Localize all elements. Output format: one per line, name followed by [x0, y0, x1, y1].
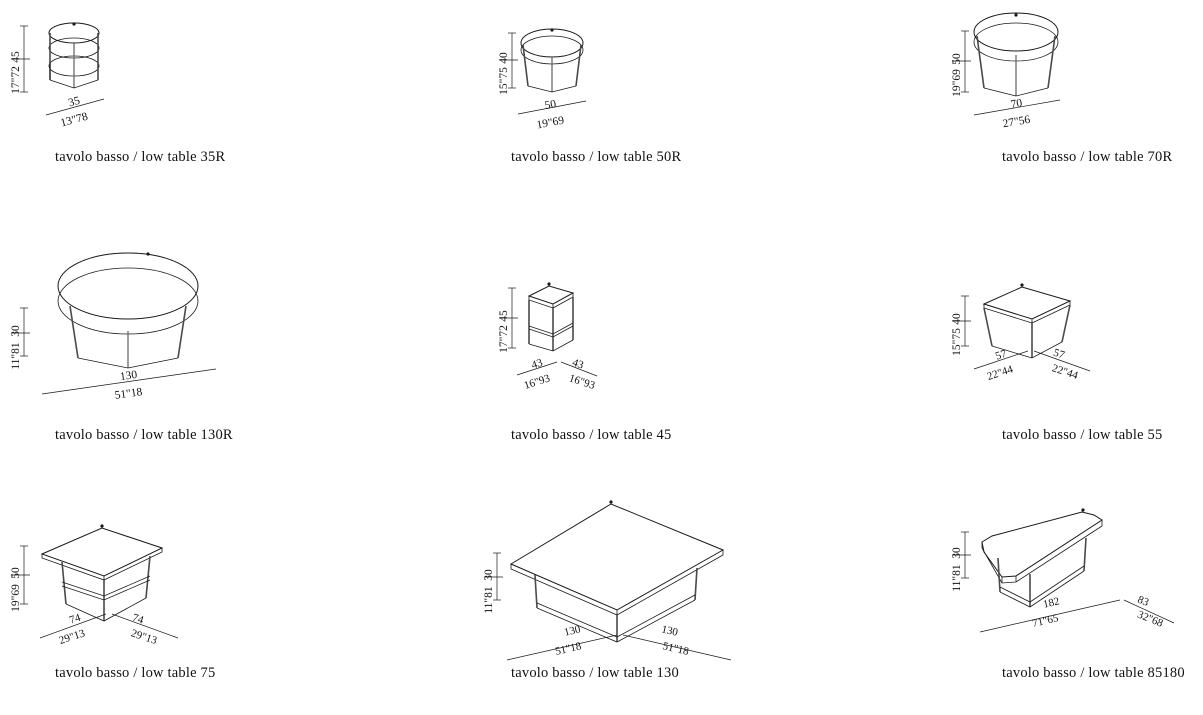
- caption-text-130: tavolo basso / low table 130: [511, 665, 679, 681]
- height-in-70R: 19"69: [951, 69, 963, 97]
- dim1-cm-85180: 182: [1041, 595, 1061, 611]
- table-figure-50R: [401, 0, 802, 238]
- dim1-in-55: 22"44: [985, 363, 1015, 383]
- width-dimension-55-a: [974, 348, 1028, 383]
- width-in-35R: 13"78: [59, 110, 90, 130]
- caption-text-45: tavolo basso / low table 45: [511, 427, 672, 443]
- width-dimension-130-b: [623, 623, 731, 660]
- drawing-70R: [802, 0, 1203, 200]
- height-cm-50R: 40: [498, 52, 510, 64]
- dim2-in-85180: 32"68: [1135, 608, 1165, 630]
- width-dimension-50R: [518, 98, 586, 132]
- table-body-75: [42, 524, 162, 621]
- width-cm-70R: 70: [1009, 97, 1024, 111]
- drawing-75: [0, 476, 401, 676]
- svg-45: [401, 238, 802, 438]
- table-body-130R: [58, 252, 198, 368]
- height-dimension-130R: [10, 308, 30, 370]
- svg-75: [0, 476, 401, 676]
- dim2-cm-130: 130: [660, 623, 680, 639]
- svg-85180: [802, 476, 1203, 676]
- caption-text-35R: tavolo basso / low table 35R: [55, 149, 226, 165]
- height-cm-85180: 30: [951, 547, 963, 559]
- drawing-45: [401, 238, 802, 438]
- height-cm-130R: 30: [10, 325, 22, 337]
- svg-50R: [401, 0, 802, 200]
- dim2-in-45: 16"93: [567, 372, 597, 392]
- width-dimension-75-b: [112, 612, 178, 647]
- svg-55: [802, 238, 1203, 438]
- height-in-50R: 15"75: [498, 67, 510, 95]
- height-dimension-55: [951, 296, 971, 356]
- width-dimension-85180-b: [1124, 594, 1174, 630]
- height-in-130: 11"81: [483, 586, 495, 614]
- caption-130R: [0, 426, 456, 444]
- svg-35R: [0, 0, 401, 200]
- height-cm-130: 30: [483, 569, 495, 581]
- height-dimension-50R: [498, 33, 518, 95]
- dim2-in-55: 22"44: [1050, 362, 1080, 382]
- width-in-130R: 51"18: [114, 386, 144, 402]
- width-cm-130R: 130: [119, 368, 138, 384]
- dim1-in-130: 51"18: [554, 640, 583, 658]
- caption-35R: [0, 148, 456, 166]
- table-figure-55: [802, 238, 1203, 476]
- table-figure-45: [401, 238, 802, 476]
- height-in-75: 19"69: [10, 584, 22, 612]
- height-cm-70R: 50: [951, 53, 963, 65]
- drawing-55: [802, 238, 1203, 438]
- dim1-in-85180: 71"65: [1031, 612, 1060, 630]
- svg-130R: [0, 238, 401, 438]
- width-dimension-75-a: [40, 612, 106, 647]
- height-cm-45: 45: [498, 310, 510, 322]
- width-dimension-85180-a: [980, 595, 1120, 632]
- dim2-cm-55: 57: [1051, 346, 1067, 362]
- height-in-130R: 11"81: [10, 342, 22, 370]
- svg-130: [401, 476, 802, 676]
- caption-text-85180: tavolo basso / low table 85180: [1002, 665, 1185, 681]
- table-figure-85180: [802, 476, 1203, 714]
- dim1-cm-45: 43: [529, 356, 545, 372]
- height-cm-55: 40: [951, 313, 963, 325]
- width-cm-35R: 35: [67, 94, 82, 110]
- dim2-cm-75: 74: [130, 611, 146, 627]
- width-dimension-70R: [974, 97, 1060, 130]
- dim1-cm-75: 74: [67, 611, 83, 627]
- height-in-45: 17"72: [498, 325, 510, 353]
- height-dimension-85180: [951, 532, 971, 592]
- caption-85180: [802, 664, 1203, 682]
- table-figure-70R: [802, 0, 1203, 238]
- height-dimension-70R: [951, 31, 971, 97]
- dim1-in-75: 29"13: [57, 627, 87, 647]
- drawing-35R: [0, 0, 401, 200]
- table-body-50R: [521, 28, 583, 92]
- height-cm-75: 50: [10, 567, 22, 579]
- dim1-cm-55: 57: [993, 347, 1009, 363]
- dim2-cm-45: 43: [570, 356, 586, 372]
- drawing-85180: [802, 476, 1203, 676]
- width-in-50R: 19"69: [535, 114, 566, 132]
- height-in-85180: 11"81: [951, 564, 963, 592]
- table-figure-35R: [0, 0, 401, 238]
- height-dimension-45: [498, 288, 518, 353]
- caption-text-75: tavolo basso / low table 75: [55, 665, 216, 681]
- dim1-in-45: 16"93: [522, 372, 552, 392]
- width-in-70R: 27"56: [1001, 113, 1032, 131]
- table-figure-130R: [0, 238, 401, 476]
- width-cm-50R: 50: [543, 98, 558, 113]
- caption-text-50R: tavolo basso / low table 50R: [511, 149, 682, 165]
- caption-70R: [802, 148, 1203, 166]
- height-dimension-130: [483, 553, 503, 614]
- height-dimension-75: [10, 546, 30, 612]
- drawing-130: [401, 476, 802, 676]
- table-body-35R: [49, 22, 99, 88]
- dim1-cm-130: 130: [562, 623, 582, 639]
- caption-55: [802, 426, 1203, 444]
- height-in-55: 15"75: [951, 328, 963, 356]
- dim2-cm-85180: 83: [1135, 593, 1151, 609]
- caption-75: [0, 664, 456, 682]
- table-body-130: [511, 500, 723, 642]
- height-in-35R: 17"72: [10, 66, 22, 94]
- table-body-70R: [974, 13, 1058, 96]
- width-dimension-130-a: [507, 623, 617, 660]
- table-body-85180: [982, 508, 1102, 607]
- table-figure-130: [401, 476, 802, 714]
- table-figure-75: [0, 476, 401, 714]
- caption-text-70R: tavolo basso / low table 70R: [1002, 149, 1173, 165]
- svg-70R: [802, 0, 1203, 200]
- drawing-130R: [0, 238, 401, 438]
- drawing-50R: [401, 0, 802, 200]
- width-dimension-130R: [42, 369, 216, 402]
- height-dimension-35R: [10, 26, 30, 94]
- caption-text-55: tavolo basso / low table 55: [1002, 427, 1163, 443]
- caption-text-130R: tavolo basso / low table 130R: [55, 427, 233, 443]
- width-dimension-45-a: [517, 357, 557, 392]
- dim2-in-130: 51"18: [661, 640, 690, 658]
- dim2-in-75: 29"13: [129, 627, 159, 647]
- table-body-45: [529, 282, 573, 351]
- height-cm-35R: 45: [10, 51, 22, 63]
- width-dimension-35R: [46, 95, 104, 130]
- width-dimension-45-b: [561, 357, 597, 392]
